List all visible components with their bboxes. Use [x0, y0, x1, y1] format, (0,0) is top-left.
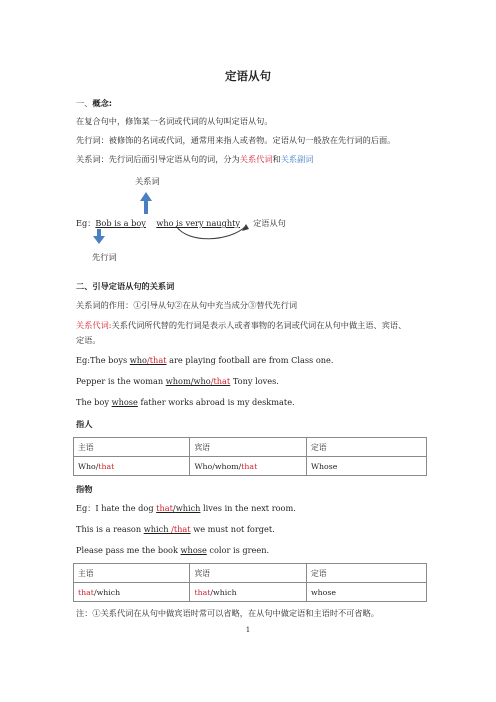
table-cell: Whose	[306, 457, 426, 476]
definition-line-2: 定语。	[76, 335, 101, 345]
heading-text: 概念:	[92, 98, 113, 108]
table-header: 宾语	[190, 438, 306, 457]
relative-word-label: 关系词	[135, 176, 160, 186]
eg-text: Eg:The boys	[76, 355, 130, 365]
cell-text: /which	[210, 587, 237, 597]
slash: /	[146, 355, 150, 365]
eg-text: father works abroad is my deskmate.	[137, 397, 295, 407]
eg-text: we must not forget.	[190, 524, 275, 534]
definition-line-1	[76, 320, 406, 331]
person-table	[73, 437, 427, 476]
clause-label: 定语从句	[253, 218, 286, 228]
thing-heading: 指物	[76, 484, 93, 494]
table-cell: whose	[306, 583, 426, 602]
eg-text: Eg：I hate the dog	[76, 503, 157, 513]
concept-line-1: 在复合句中，修饰某一名词或代词的从句叫定语从句。	[76, 116, 273, 126]
arrow-down-icon	[93, 229, 105, 244]
slash: /	[190, 376, 194, 386]
table-cell	[74, 583, 190, 602]
underlined-pronoun	[144, 524, 191, 534]
pronoun-that: that	[156, 503, 173, 513]
table-row	[74, 583, 427, 602]
eg-text: Please pass me the book	[76, 545, 181, 555]
cell-text: Who/	[78, 461, 99, 471]
thing-table	[73, 563, 427, 602]
table-header: 主语	[74, 564, 190, 583]
pronoun-whose: whose	[180, 545, 207, 555]
arrow-up-icon	[140, 192, 152, 214]
person-heading: 指人	[76, 419, 93, 429]
table-header: 宾语	[190, 564, 306, 583]
cell-text: /which	[93, 587, 121, 597]
underlined-pronoun	[156, 503, 200, 513]
slash: /	[210, 376, 214, 386]
definition-text: 关系代词所代替的先行词是表示人或者事物的名词或代词在从句中做主语、宾语、	[111, 320, 407, 330]
eg-prefix: Eg：	[76, 218, 96, 228]
eg-text: Tony loves.	[230, 376, 279, 386]
table-cell	[190, 457, 306, 476]
example-3	[76, 397, 295, 407]
relative-adverb-term: 关系副词	[280, 154, 314, 164]
pronoun-which: which	[175, 503, 201, 513]
table-cell	[190, 583, 306, 602]
section2-heading: 二、引导定语从句的关系词	[76, 281, 175, 291]
antecedent-label: 先行词	[92, 252, 117, 262]
example-2	[76, 376, 279, 386]
relative-pronoun-term: 关系代词	[239, 154, 273, 164]
table-row	[74, 564, 427, 583]
pronoun-whose: whose	[111, 397, 138, 407]
table-header: 主语	[74, 438, 190, 457]
pronoun-that: that	[173, 524, 191, 534]
cell-red-text: that	[241, 461, 258, 471]
cell-red-text: that	[98, 461, 115, 471]
pronoun-that: that	[149, 355, 167, 365]
table-header: 定语	[306, 438, 426, 457]
eg-text: are playing football are from Class one.	[166, 355, 334, 365]
line3-text: 关系词：先行词后面引导定语从句的词，分为	[76, 154, 240, 164]
pronoun-whom: whom	[165, 376, 191, 386]
cell-red-text: that	[194, 587, 211, 597]
slash: /	[168, 524, 174, 534]
concept-line-2: 先行词：被修饰的名词或代词，通常用来指人或者物。定语从句一般放在先行词的后面。	[76, 135, 396, 145]
cell-red-text: that	[78, 587, 94, 597]
thing-example-3	[76, 545, 269, 555]
clause-phrase: who is very naughty	[156, 218, 241, 228]
table-row	[74, 457, 427, 476]
pronoun-that: that	[213, 376, 231, 386]
example-1	[76, 355, 334, 365]
table-cell	[74, 457, 190, 476]
pronoun-who: who	[193, 376, 211, 386]
pronoun-which: which	[143, 524, 169, 534]
note-line: 注：①关系代词在从句中做宾语时常可以省略，在从句中做定语和主语时不可省略。	[76, 608, 379, 618]
cell-text: Who/whom/	[194, 461, 242, 471]
definition-term: 关系代词:	[76, 320, 112, 330]
pronoun-who: who	[129, 355, 147, 365]
thing-example-1	[76, 503, 296, 514]
heading-prefix: 一、	[76, 98, 93, 108]
slash: /	[172, 503, 176, 513]
eg-text: The boy	[76, 397, 112, 407]
eg-text: This is a reason	[76, 524, 144, 534]
line3-and: 和	[272, 154, 281, 164]
underlined-pronoun	[166, 376, 230, 386]
eg-text: color is green.	[206, 545, 270, 555]
table-row	[74, 438, 427, 457]
functions-line: 关系词的作用：①引导从句②在从句中充当成分③替代先行词	[76, 300, 298, 310]
page-number: 1	[245, 626, 251, 634]
underlined-pronoun	[130, 355, 167, 365]
eg-text: lives in the next room.	[200, 503, 296, 513]
table-header: 定语	[306, 564, 426, 583]
thing-example-2	[76, 524, 275, 534]
antecedent-phrase: Bob is a boy	[95, 218, 146, 228]
eg-text: Pepper is the woman	[76, 376, 166, 386]
example-sentence	[76, 218, 286, 229]
page-title: 定语从句	[225, 69, 271, 83]
